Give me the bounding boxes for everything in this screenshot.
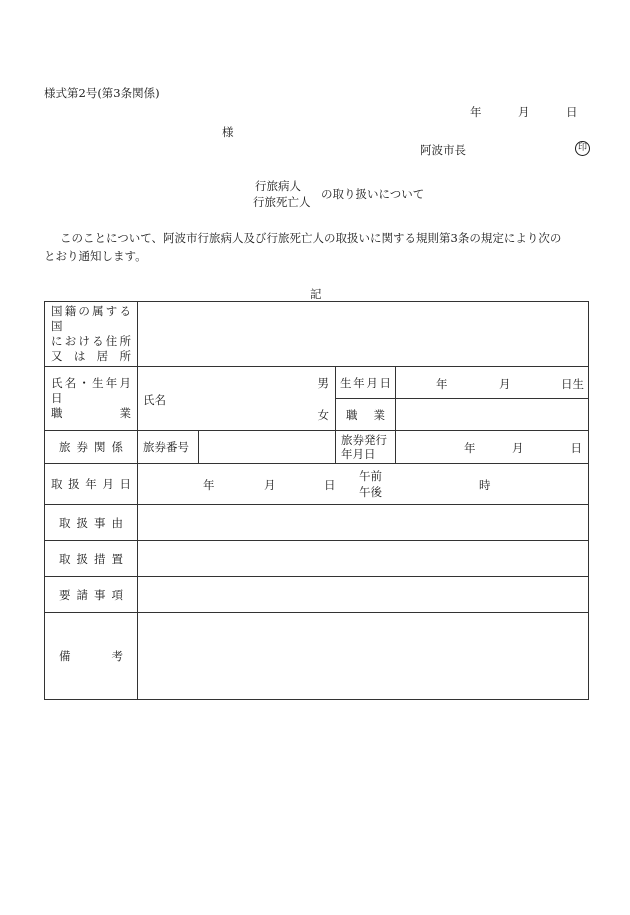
birthdate-field[interactable] <box>396 367 589 399</box>
handling-measure-label: 取扱措置 <box>45 541 138 577</box>
ki-heading: 記 <box>310 287 322 301</box>
handling-reason-label: 取扱事由 <box>45 505 138 541</box>
table-row-reason <box>45 505 589 541</box>
issue-year-label: 年 <box>464 441 476 455</box>
seal-icon: 印 <box>575 141 590 156</box>
subject-option-sick: 行旅病人 <box>255 179 301 193</box>
issue-day-label: 日 <box>570 441 582 455</box>
hd-year-label: 年 <box>203 478 215 492</box>
name-birth-occupation-label: 氏名・生年月日 職業 <box>45 367 138 431</box>
passport-issue-date-field[interactable] <box>396 431 589 464</box>
am-option[interactable]: 午前 <box>359 469 382 483</box>
birth-day-label: 日生 <box>561 377 584 391</box>
date-month-label: 月 <box>518 105 530 119</box>
handling-date-label: 取扱年月日 <box>45 464 138 505</box>
notification-table <box>44 301 589 700</box>
table-row-handling-date <box>45 464 589 505</box>
table-row-measure <box>45 541 589 577</box>
birth-year-label: 年 <box>436 377 448 391</box>
handling-date-field[interactable] <box>138 464 589 505</box>
nationality-field[interactable] <box>138 302 589 367</box>
request-items-field[interactable] <box>138 577 589 613</box>
body-text-line-2: とおり通知します。 <box>44 249 147 263</box>
issuer-name: 阿波市長 <box>420 143 466 157</box>
passport-number-label: 旅券番号 <box>138 431 199 464</box>
passport-number-field[interactable] <box>199 431 336 464</box>
hd-month-label: 月 <box>264 478 276 492</box>
passport-label: 旅券関係 <box>45 431 138 464</box>
name-field-label: 氏名 <box>143 393 166 407</box>
subject-suffix: の取り扱いについて <box>321 187 425 201</box>
table-row-request <box>45 577 589 613</box>
occupation-field[interactable] <box>396 399 589 431</box>
table-row-passport <box>45 431 589 464</box>
table-row-nationality <box>45 302 589 367</box>
hour-label: 時 <box>479 478 491 492</box>
birth-month-label: 月 <box>499 377 511 391</box>
nationality-label: 国籍の属する国 における住所 又は居所 <box>45 302 138 367</box>
handling-reason-field[interactable] <box>138 505 589 541</box>
birthdate-label: 生年月日 <box>336 367 396 399</box>
hd-day-label: 日 <box>324 478 336 492</box>
male-option[interactable]: 男 <box>317 376 329 390</box>
date-day-label: 日 <box>566 105 578 119</box>
name-field[interactable] <box>138 367 336 431</box>
subject-option-deceased: 行旅死亡人 <box>253 195 311 209</box>
pm-option[interactable]: 午後 <box>359 485 382 499</box>
remarks-field[interactable] <box>138 613 589 700</box>
passport-issue-date-label: 旅券発行 年月日 <box>336 431 396 464</box>
request-items-label: 要請事項 <box>45 577 138 613</box>
table-row-name <box>45 367 589 399</box>
female-option[interactable]: 女 <box>317 408 329 422</box>
form-number-label: 様式第2号(第3条関係) <box>44 86 160 100</box>
date-year-label: 年 <box>470 105 482 119</box>
remarks-label: 備考 <box>45 613 138 700</box>
occupation-label: 職業 <box>336 399 396 431</box>
issue-month-label: 月 <box>512 441 524 455</box>
handling-measure-field[interactable] <box>138 541 589 577</box>
addressee-suffix: 様 <box>222 125 234 139</box>
body-text-line-1: このことについて、阿波市行旅病人及び行旅死亡人の取扱いに関する規則第3条の規定により次の <box>60 231 562 245</box>
table-row-remarks <box>45 613 589 700</box>
